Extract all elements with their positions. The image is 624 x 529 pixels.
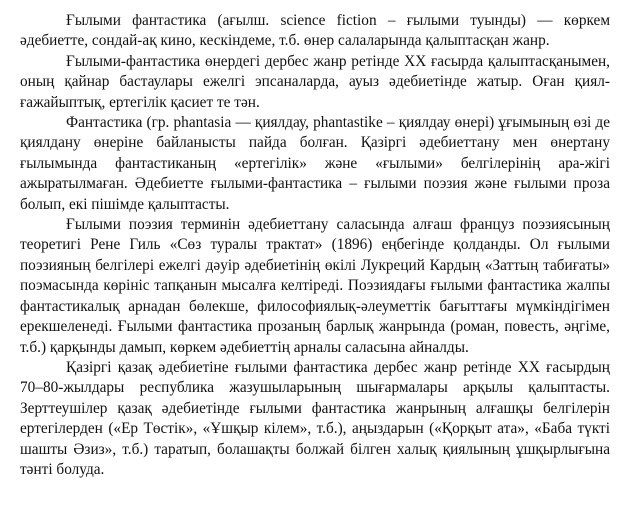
paragraph-definition: Ғылыми фантастика (ағылш. science fiction – ғылыми туынды) — көркем әдебиетте, сондай-ақ кино, кескіндеме, т.б. өнер салаларында қалыптасқан жанр. xyxy=(20,12,610,50)
paragraph-etymology: Фантастика (гр. phantasia –– қиялдау, phantastike – қиялдау өнері) ұғымының өзі де қиялдану өнеріне байланысты пайда болған. Қазіргі әдебиеттану мен өнертану ғылымында фантастиканың «ертегілік» және «ғылыми» белгілерінің ара-жігі ажыратылмаған. Әдебиетте ғылыми-фантастика – ғылыми поэзия және ғылыми проза болып, екі пішімде қалыптасты. xyxy=(20,114,610,213)
paragraph-kazakh-literature: Қазіргі қазақ әдебиетіне ғылыми фантастика дербес жанр ретінде XX ғасырдың 70–80-жылдары республика жазушыларының шығармалары арқылы қалыптасты. Зерттеушілер қазақ әдебиетінде ғылыми фантастика жанрының алғашқы белгілерін ертегілерден («Ер Төстік», «Ұшқыр кілем», т.б.), аңыздарын («Қорқыт ата», «Баба түкті шашты Әзиз», т.б.) таратып, болашақты болжай білген халық қиялының ұшқырлығына тәнті болуда. xyxy=(20,358,610,478)
paragraph-origins: Ғылыми-фантастика өнердегі дербес жанр ретінде XX ғасырда қалыптасқанымен, оның қайнар бастаулары ежелгі эпсаналарда, ауыз әдебиетінде жатыр. Оған қиял-ғажайыптық, ертегілік қасиет те тән. xyxy=(20,52,610,111)
paragraph-scientific-poetry: Ғылыми поэзия терминін әдебиеттану саласында алғаш француз поэзиясының теоретигі Рене Гиль «Сөз туралы трактат» (1896) еңбегінде қолданды. Ол ғылыми поэзияның белгілері ежелгі дәуір әдебиетінің өкілі Лукреций Кардың «Заттың табиғаты» поэмасында көрініс тапқанын мысалға келтіреді. Поэзиядағы ғылыми фантастика жалпы фантастикалық арнадан бөлекше, философиялық-әлеуметтік бағыттағы мүмкіндігімен ерекшеленеді. Ғылыми фантастика прозаның барлық жанрында (роман, повесть, әңгіме, т.б.) қарқынды дамып, көркем әдебиеттің арналы саласына айналды. xyxy=(20,216,610,356)
